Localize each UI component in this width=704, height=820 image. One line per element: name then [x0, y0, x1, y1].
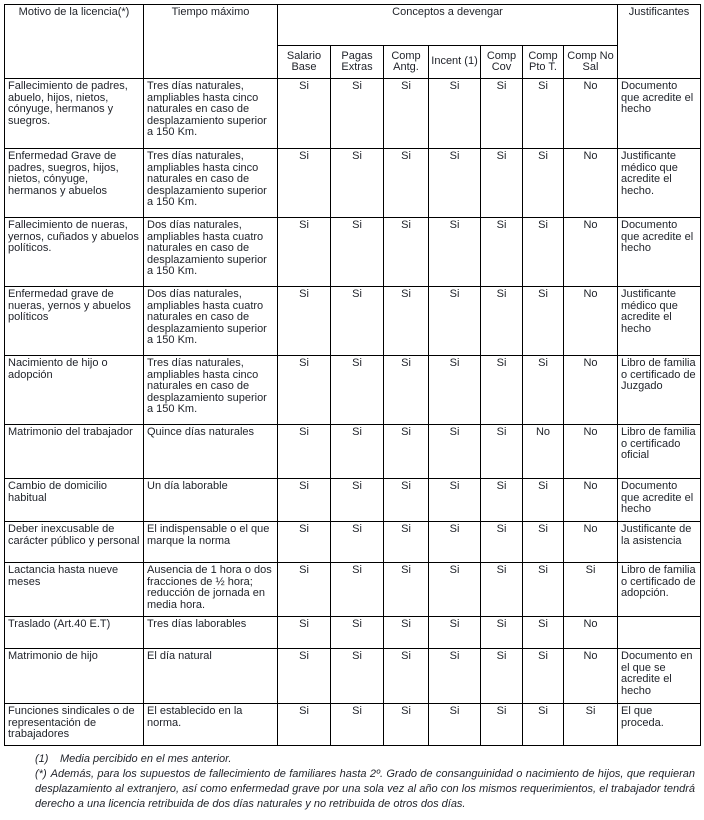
table-row: [5, 79, 701, 149]
table-row: [5, 522, 701, 563]
valor-cell: Si: [481, 356, 523, 425]
valor-cell: Si: [331, 149, 384, 218]
table-row: [5, 649, 701, 704]
valor-cell: Si: [523, 704, 564, 746]
motivo-cell: Funciones sindicales o de representación de trabajadores: [5, 704, 144, 746]
valor-cell: Si: [384, 218, 429, 287]
valor-cell: Si: [481, 79, 523, 149]
justificante-cell: El que proceda.: [618, 704, 701, 746]
valor-cell: Si: [384, 704, 429, 746]
valor-cell: No: [564, 425, 618, 479]
valor-cell: Si: [429, 149, 481, 218]
valor-cell: No: [564, 617, 618, 649]
justificante-cell: Documento que acredite el hecho: [618, 479, 701, 522]
tiempo-cell: El indispensable o el que marque la norma: [144, 522, 278, 563]
valor-cell: Si: [331, 563, 384, 617]
valor-cell: Si: [278, 522, 331, 563]
justificante-cell: Justificante médico que acredite el hecho.: [618, 149, 701, 218]
valor-cell: Si: [523, 356, 564, 425]
valor-cell: Si: [564, 704, 618, 746]
valor-cell: Si: [384, 287, 429, 356]
valor-cell: Si: [384, 149, 429, 218]
tiempo-cell: Tres días naturales, ampliables hasta cinco naturales en caso de desplazamiento superior a 150 Km.: [144, 149, 278, 218]
valor-cell: No: [564, 149, 618, 218]
valor-cell: Si: [523, 79, 564, 149]
footnotes: [35, 752, 695, 812]
valor-cell: Si: [384, 649, 429, 704]
tiempo-cell: Ausencia de 1 hora o dos fracciones de ½ hora; reducción de jornada en media hora.: [144, 563, 278, 617]
valor-cell: Si: [331, 479, 384, 522]
table-row: [5, 356, 701, 425]
tiempo-cell: Un día laborable: [144, 479, 278, 522]
valor-cell: Si: [331, 649, 384, 704]
valor-cell: Si: [384, 79, 429, 149]
valor-cell: Si: [278, 704, 331, 746]
valor-cell: No: [564, 356, 618, 425]
valor-cell: No: [564, 522, 618, 563]
valor-cell: Si: [429, 425, 481, 479]
valor-cell: Si: [278, 649, 331, 704]
valor-cell: Si: [384, 356, 429, 425]
valor-cell: Si: [384, 425, 429, 479]
subheader-comp-pto-t: Comp Pto T.: [523, 46, 564, 79]
valor-cell: Si: [331, 522, 384, 563]
subheader-incent: Incent (1): [429, 46, 481, 79]
valor-cell: No: [564, 649, 618, 704]
valor-cell: Si: [278, 425, 331, 479]
valor-cell: Si: [429, 563, 481, 617]
motivo-cell: Matrimonio del trabajador: [5, 425, 144, 479]
justificante-cell: Documento que acredite el hecho: [618, 218, 701, 287]
valor-cell: Si: [331, 617, 384, 649]
valor-cell: Si: [564, 563, 618, 617]
subheader-salario-base: Salario Base: [278, 46, 331, 79]
valor-cell: Si: [481, 218, 523, 287]
justificante-cell: Libro de familia o certificado oficial: [618, 425, 701, 479]
valor-cell: Si: [384, 617, 429, 649]
table-row: [5, 218, 701, 287]
table-row: [5, 563, 701, 617]
valor-cell: Si: [429, 356, 481, 425]
valor-cell: Si: [523, 563, 564, 617]
valor-cell: Si: [523, 149, 564, 218]
valor-cell: Si: [481, 425, 523, 479]
valor-cell: Si: [523, 649, 564, 704]
footnote-2-marker: (*): [35, 768, 47, 780]
header-row-top: [5, 5, 701, 46]
licencias-table: [4, 4, 701, 746]
table-header: [5, 5, 701, 79]
motivo-cell: Deber inexcusable de carácter público y personal: [5, 522, 144, 563]
valor-cell: Si: [384, 522, 429, 563]
valor-cell: Si: [429, 287, 481, 356]
valor-cell: Si: [429, 649, 481, 704]
footnote-2-text: Además, para los supuestos de fallecimiento de familiares hasta 2º. Grado de consanguinidad o nacimiento de hijos, que requieran desplazamiento al extranjero, así como enfermedad grave por una sola vez al año con los mismos requerimientos, el trabajador tendrá derecho a una licencia retribuida de dos días naturales y no retribuida de otros dos días.: [35, 768, 695, 810]
table-row: [5, 479, 701, 522]
motivo-cell: Fallecimiento de nueras, yernos, cuñados y abuelos políticos.: [5, 218, 144, 287]
valor-cell: Si: [429, 522, 481, 563]
valor-cell: Si: [481, 522, 523, 563]
tiempo-cell: Dos días naturales, ampliables hasta cuatro naturales en caso de desplazamiento superior a 150 Km.: [144, 287, 278, 356]
table-body: [5, 79, 701, 746]
motivo-cell: Nacimiento de hijo o adopción: [5, 356, 144, 425]
subheader-comp-cov: Comp Cov: [481, 46, 523, 79]
table-row: [5, 617, 701, 649]
subheader-pagas-extras: Pagas Extras: [331, 46, 384, 79]
valor-cell: Si: [481, 704, 523, 746]
justificante-cell: Libro de familia o certificado de adopción.: [618, 563, 701, 617]
valor-cell: Si: [331, 356, 384, 425]
valor-cell: Si: [331, 704, 384, 746]
valor-cell: Si: [481, 563, 523, 617]
justificante-cell: Documento en el que se acredite el hecho: [618, 649, 701, 704]
tiempo-cell: El establecido en la norma.: [144, 704, 278, 746]
tiempo-cell: Quince días naturales: [144, 425, 278, 479]
document-page: [0, 4, 704, 820]
valor-cell: Si: [384, 563, 429, 617]
motivo-cell: Matrimonio de hijo: [5, 649, 144, 704]
motivo-cell: Enfermedad Grave de padres, suegros, hijos, nietos, cónyuge, hermanos y abuelos: [5, 149, 144, 218]
valor-cell: Si: [278, 287, 331, 356]
valor-cell: Si: [331, 425, 384, 479]
valor-cell: Si: [523, 522, 564, 563]
table-row: [5, 149, 701, 218]
table-row: [5, 287, 701, 356]
footnote-1-marker: (1): [35, 753, 49, 765]
tiempo-cell: Tres días naturales, ampliables hasta cinco naturales en caso de desplazamiento superior a 150 Km.: [144, 79, 278, 149]
motivo-cell: Enfermedad grave de nueras, yernos y abuelos políticos: [5, 287, 144, 356]
valor-cell: Si: [429, 704, 481, 746]
footnote-2: [35, 767, 695, 812]
header-tiempo: Tiempo máximo: [144, 5, 278, 79]
valor-cell: Si: [429, 218, 481, 287]
justificante-cell: Documento que acredite el hecho: [618, 79, 701, 149]
valor-cell: Si: [278, 218, 331, 287]
valor-cell: Si: [523, 617, 564, 649]
subheader-comp-no-sal: Comp No Sal: [564, 46, 618, 79]
valor-cell: Si: [481, 287, 523, 356]
footnote-1-text: Media percibido en el mes anterior.: [60, 753, 232, 765]
valor-cell: No: [564, 287, 618, 356]
header-justificantes: Justificantes: [618, 5, 701, 79]
valor-cell: No: [564, 218, 618, 287]
justificante-cell: Libro de familia o certificado de Juzgado: [618, 356, 701, 425]
valor-cell: Si: [278, 149, 331, 218]
table-row: [5, 425, 701, 479]
valor-cell: Si: [429, 479, 481, 522]
header-conceptos: Conceptos a devengar: [278, 5, 618, 46]
valor-cell: Si: [384, 479, 429, 522]
valor-cell: Si: [331, 287, 384, 356]
valor-cell: Si: [481, 617, 523, 649]
valor-cell: Si: [278, 563, 331, 617]
footnote-1: [35, 752, 695, 767]
valor-cell: Si: [331, 79, 384, 149]
valor-cell: Si: [278, 356, 331, 425]
valor-cell: No: [564, 79, 618, 149]
valor-cell: Si: [523, 218, 564, 287]
valor-cell: Si: [278, 617, 331, 649]
valor-cell: No: [523, 425, 564, 479]
tiempo-cell: Tres días naturales, ampliables hasta cinco naturales en caso de desplazamiento superior a 150 Km.: [144, 356, 278, 425]
justificante-cell: [618, 617, 701, 649]
valor-cell: No: [564, 479, 618, 522]
motivo-cell: Traslado (Art.40 E.T): [5, 617, 144, 649]
table-row: [5, 704, 701, 746]
valor-cell: Si: [278, 79, 331, 149]
motivo-cell: Fallecimiento de padres, abuelo, hijos, nietos, cónyuge, hermanos y suegros.: [5, 79, 144, 149]
valor-cell: Si: [481, 479, 523, 522]
motivo-cell: Lactancia hasta nueve meses: [5, 563, 144, 617]
header-motivo: Motivo de la licencia(*): [5, 5, 144, 79]
valor-cell: Si: [523, 479, 564, 522]
justificante-cell: Justificante médico que acredite el hecho: [618, 287, 701, 356]
valor-cell: Si: [331, 218, 384, 287]
valor-cell: Si: [481, 649, 523, 704]
justificante-cell: Justificante de la asistencia: [618, 522, 701, 563]
valor-cell: Si: [429, 617, 481, 649]
tiempo-cell: Tres días laborables: [144, 617, 278, 649]
valor-cell: Si: [429, 79, 481, 149]
valor-cell: Si: [523, 287, 564, 356]
subheader-comp-antg: Comp Antg.: [384, 46, 429, 79]
valor-cell: Si: [278, 479, 331, 522]
tiempo-cell: El día natural: [144, 649, 278, 704]
motivo-cell: Cambio de domicilio habitual: [5, 479, 144, 522]
valor-cell: Si: [481, 149, 523, 218]
tiempo-cell: Dos días naturales, ampliables hasta cuatro naturales en caso de desplazamiento superior a 150 Km.: [144, 218, 278, 287]
